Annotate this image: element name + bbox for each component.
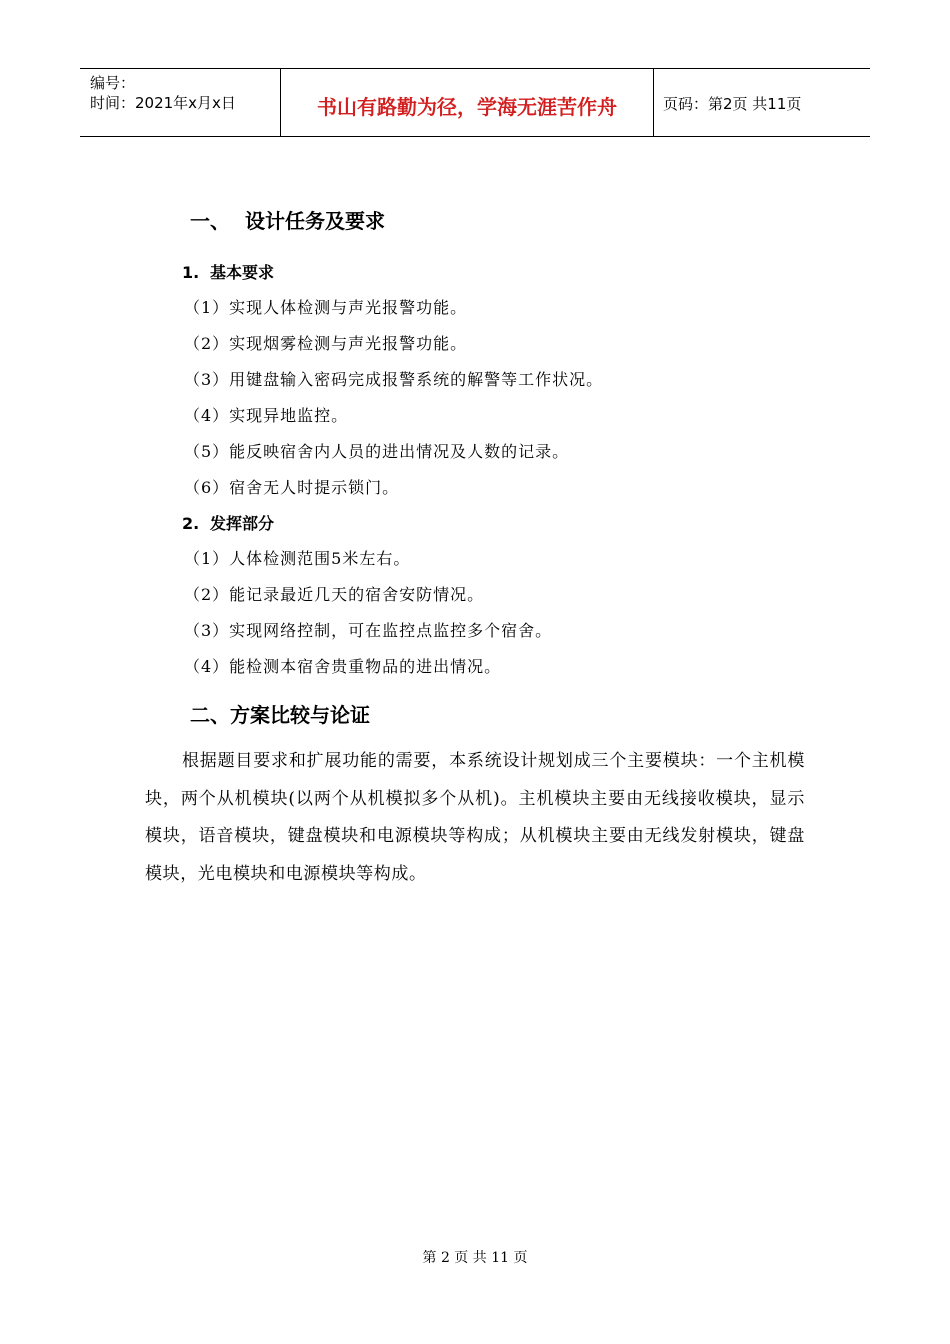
- header-info-cell: [80, 69, 281, 136]
- section1-heading: [190, 205, 385, 234]
- header-motto: 书山有路勤为径，学海无涯苦作舟: [317, 95, 617, 119]
- subsection1-number: 1.: [182, 263, 200, 282]
- document-time-label: 时间：2021年x月x日: [90, 94, 236, 112]
- section1-title: 设计任务及要求: [245, 209, 385, 233]
- header-page-cell: [654, 69, 870, 136]
- list-item: （4）能检测本宿舍贵重物品的进出情况。: [184, 657, 502, 676]
- page-header: [80, 68, 870, 137]
- header-page-label: 页码：第2页 共11页: [663, 95, 802, 113]
- section2-heading: 二、方案比较与论证: [190, 703, 370, 727]
- section1-number: 一、: [190, 209, 230, 233]
- list-item: （2）能记录最近几天的宿舍安防情况。: [184, 585, 485, 604]
- page-footer: 第 2 页 共 11 页: [422, 1250, 528, 1266]
- section2-paragraph: 根据题目要求和扩展功能的需要，本系统设计规划成三个主要模块：一个主机模块，两个从机模块(以两个从机模拟多个从机)。主机模块主要由无线接收模块，显示模块，语音模块，键盘模块和电源模块等构成；从机模块主要由无线发射模块，键盘模块，光电模块和电源模块等构成。: [145, 751, 805, 884]
- subsection2-number: 2.: [182, 514, 200, 533]
- list-item: （1）实现人体检测与声光报警功能。: [184, 298, 468, 317]
- subsection2-title: 发挥部分: [210, 514, 275, 533]
- subsection1-heading: [182, 260, 274, 283]
- list-item: （2）实现烟雾检测与声光报警功能。: [184, 334, 468, 353]
- subsection1-title: 基本要求: [210, 263, 275, 282]
- list-item: （3）实现网络控制，可在监控点监控多个宿舍。: [184, 621, 553, 640]
- list-item: （5）能反映宿舍内人员的进出情况及人数的记录。: [184, 442, 570, 461]
- list-item: （4）实现异地监控。: [184, 406, 349, 425]
- list-item: （1）人体检测范围5米左右。: [184, 549, 411, 568]
- list-item: （3）用键盘输入密码完成报警系统的解警等工作状况。: [184, 370, 604, 389]
- document-number-label: 编号：: [90, 74, 136, 92]
- header-motto-cell: [281, 69, 654, 136]
- subsection2-heading: [182, 511, 274, 534]
- list-item: （6）宿舍无人时提示锁门。: [184, 478, 400, 497]
